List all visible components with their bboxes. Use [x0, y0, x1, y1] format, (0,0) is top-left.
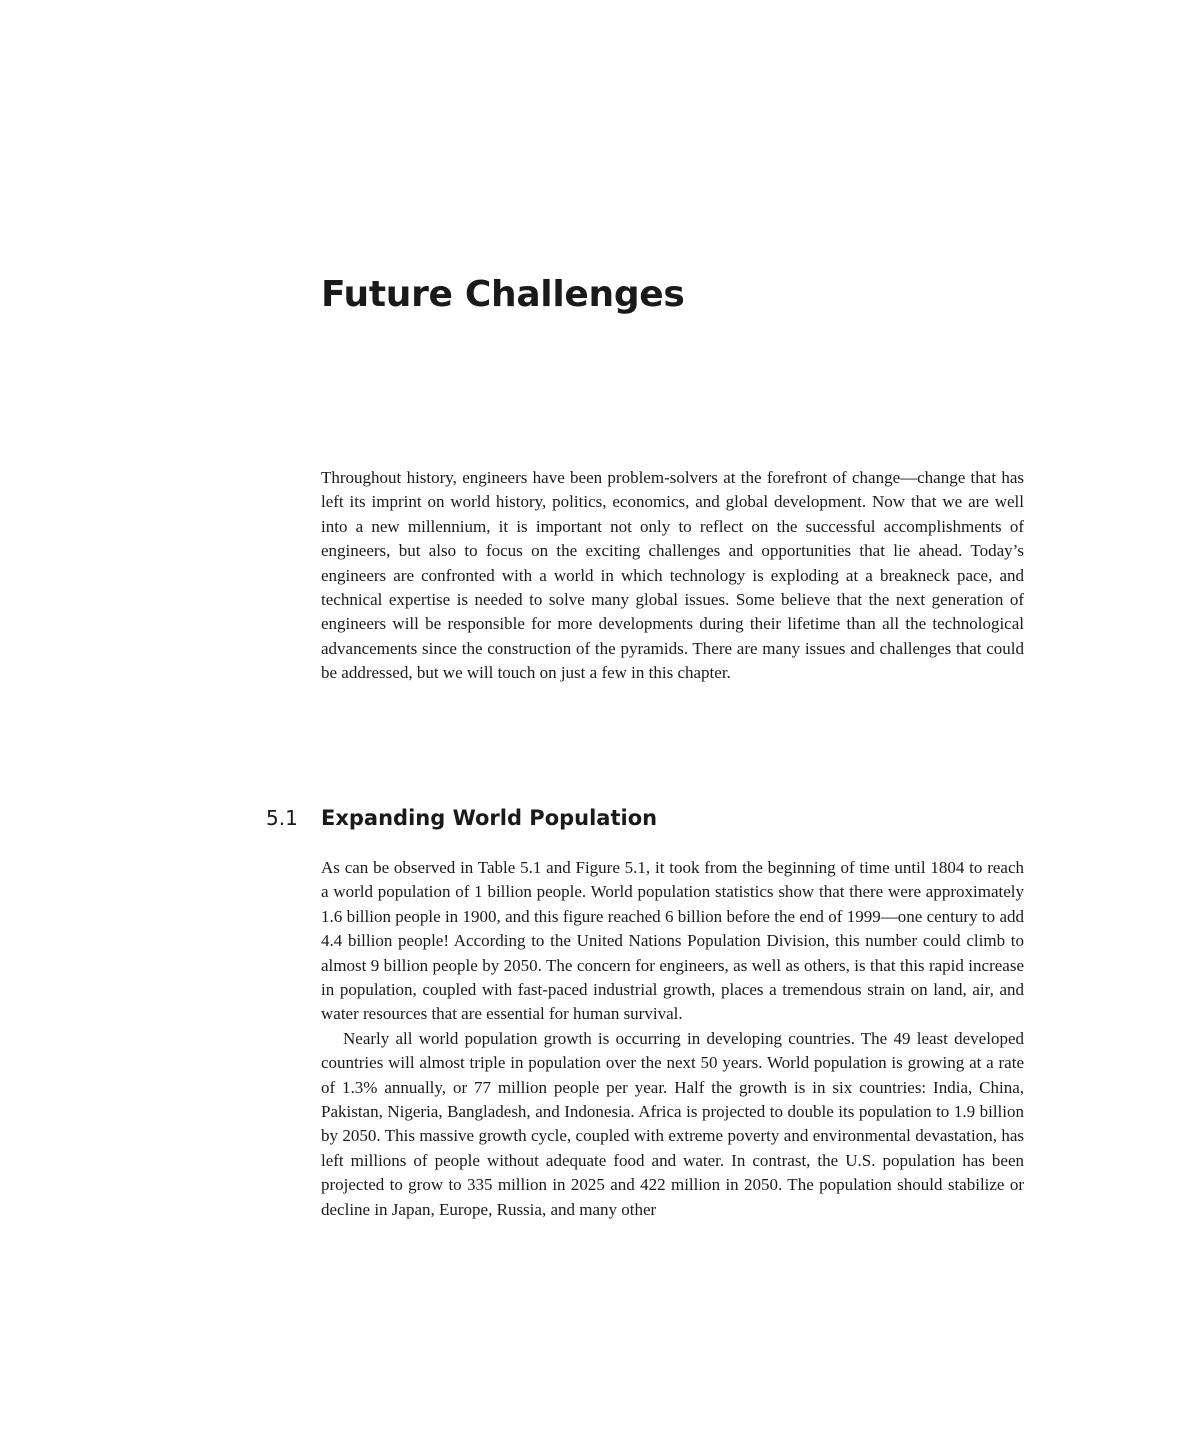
section-body	[321, 856, 1024, 1222]
intro-paragraph: Throughout history, engineers have been problem-solvers at the forefront of change—change that has left its imprint on world history, politics, economics, and global development. Now that we are well into a new millennium, it is important not only to reflect on the successful accomplishments of engineers, but also to focus on the exciting challenges and opportunities that lie ahead. Today’s engineers are confronted with a world in which technology is exploding at a breakneck pace, and technical expertise is needed to solve many global issues. Some believe that the next generation of engineers will be responsible for more developments during their lifetime than all the technological advancements since the construction of the pyramids. There are many issues and challenges that could be addressed, but we will touch on just a few in this chapter.	[321, 468, 1024, 683]
chapter-intro	[321, 466, 1024, 686]
section-number: 5.1	[266, 806, 298, 830]
chapter-title: Future Challenges	[321, 274, 685, 315]
body-paragraph: As can be observed in Table 5.1 and Figure 5.1, it took from the beginning of time until 1804 to reach a world population of 1 billion people. World population statistics show that there were approximately 1.6 billion people in 1900, and this figure reached 6 billion before the end of 1999—one century to add 4.4 billion people! According to the United Nations Population Division, this number could climb to almost 9 billion people by 2050. The concern for engineers, as well as others, is that this rapid increase in population, coupled with fast-paced industrial growth, places a tremendous strain on land, air, and water resources that are essential for human survival.	[321, 858, 1024, 1024]
section-title: Expanding World Population	[321, 806, 658, 830]
body-paragraph: Nearly all world population growth is occurring in developing countries. The 49 least developed countries will almost triple in population over the next 50 years. World population is growing at a rate of 1.3% annually, or 77 million people per year. Half the growth is in six countries: India, China, Pakistan, Nigeria, Bangladesh, and Indonesia. Africa is projected to double its population to 1.9 billion by 2050. This massive growth cycle, coupled with extreme poverty and environmental devastation, has left millions of people without adequate food and water. In contrast, the U.S. population has been projected to grow to 335 million in 2025 and 422 million in 2050. The population should stabilize or decline in Japan, Europe, Russia, and many other	[321, 1028, 1024, 1219]
